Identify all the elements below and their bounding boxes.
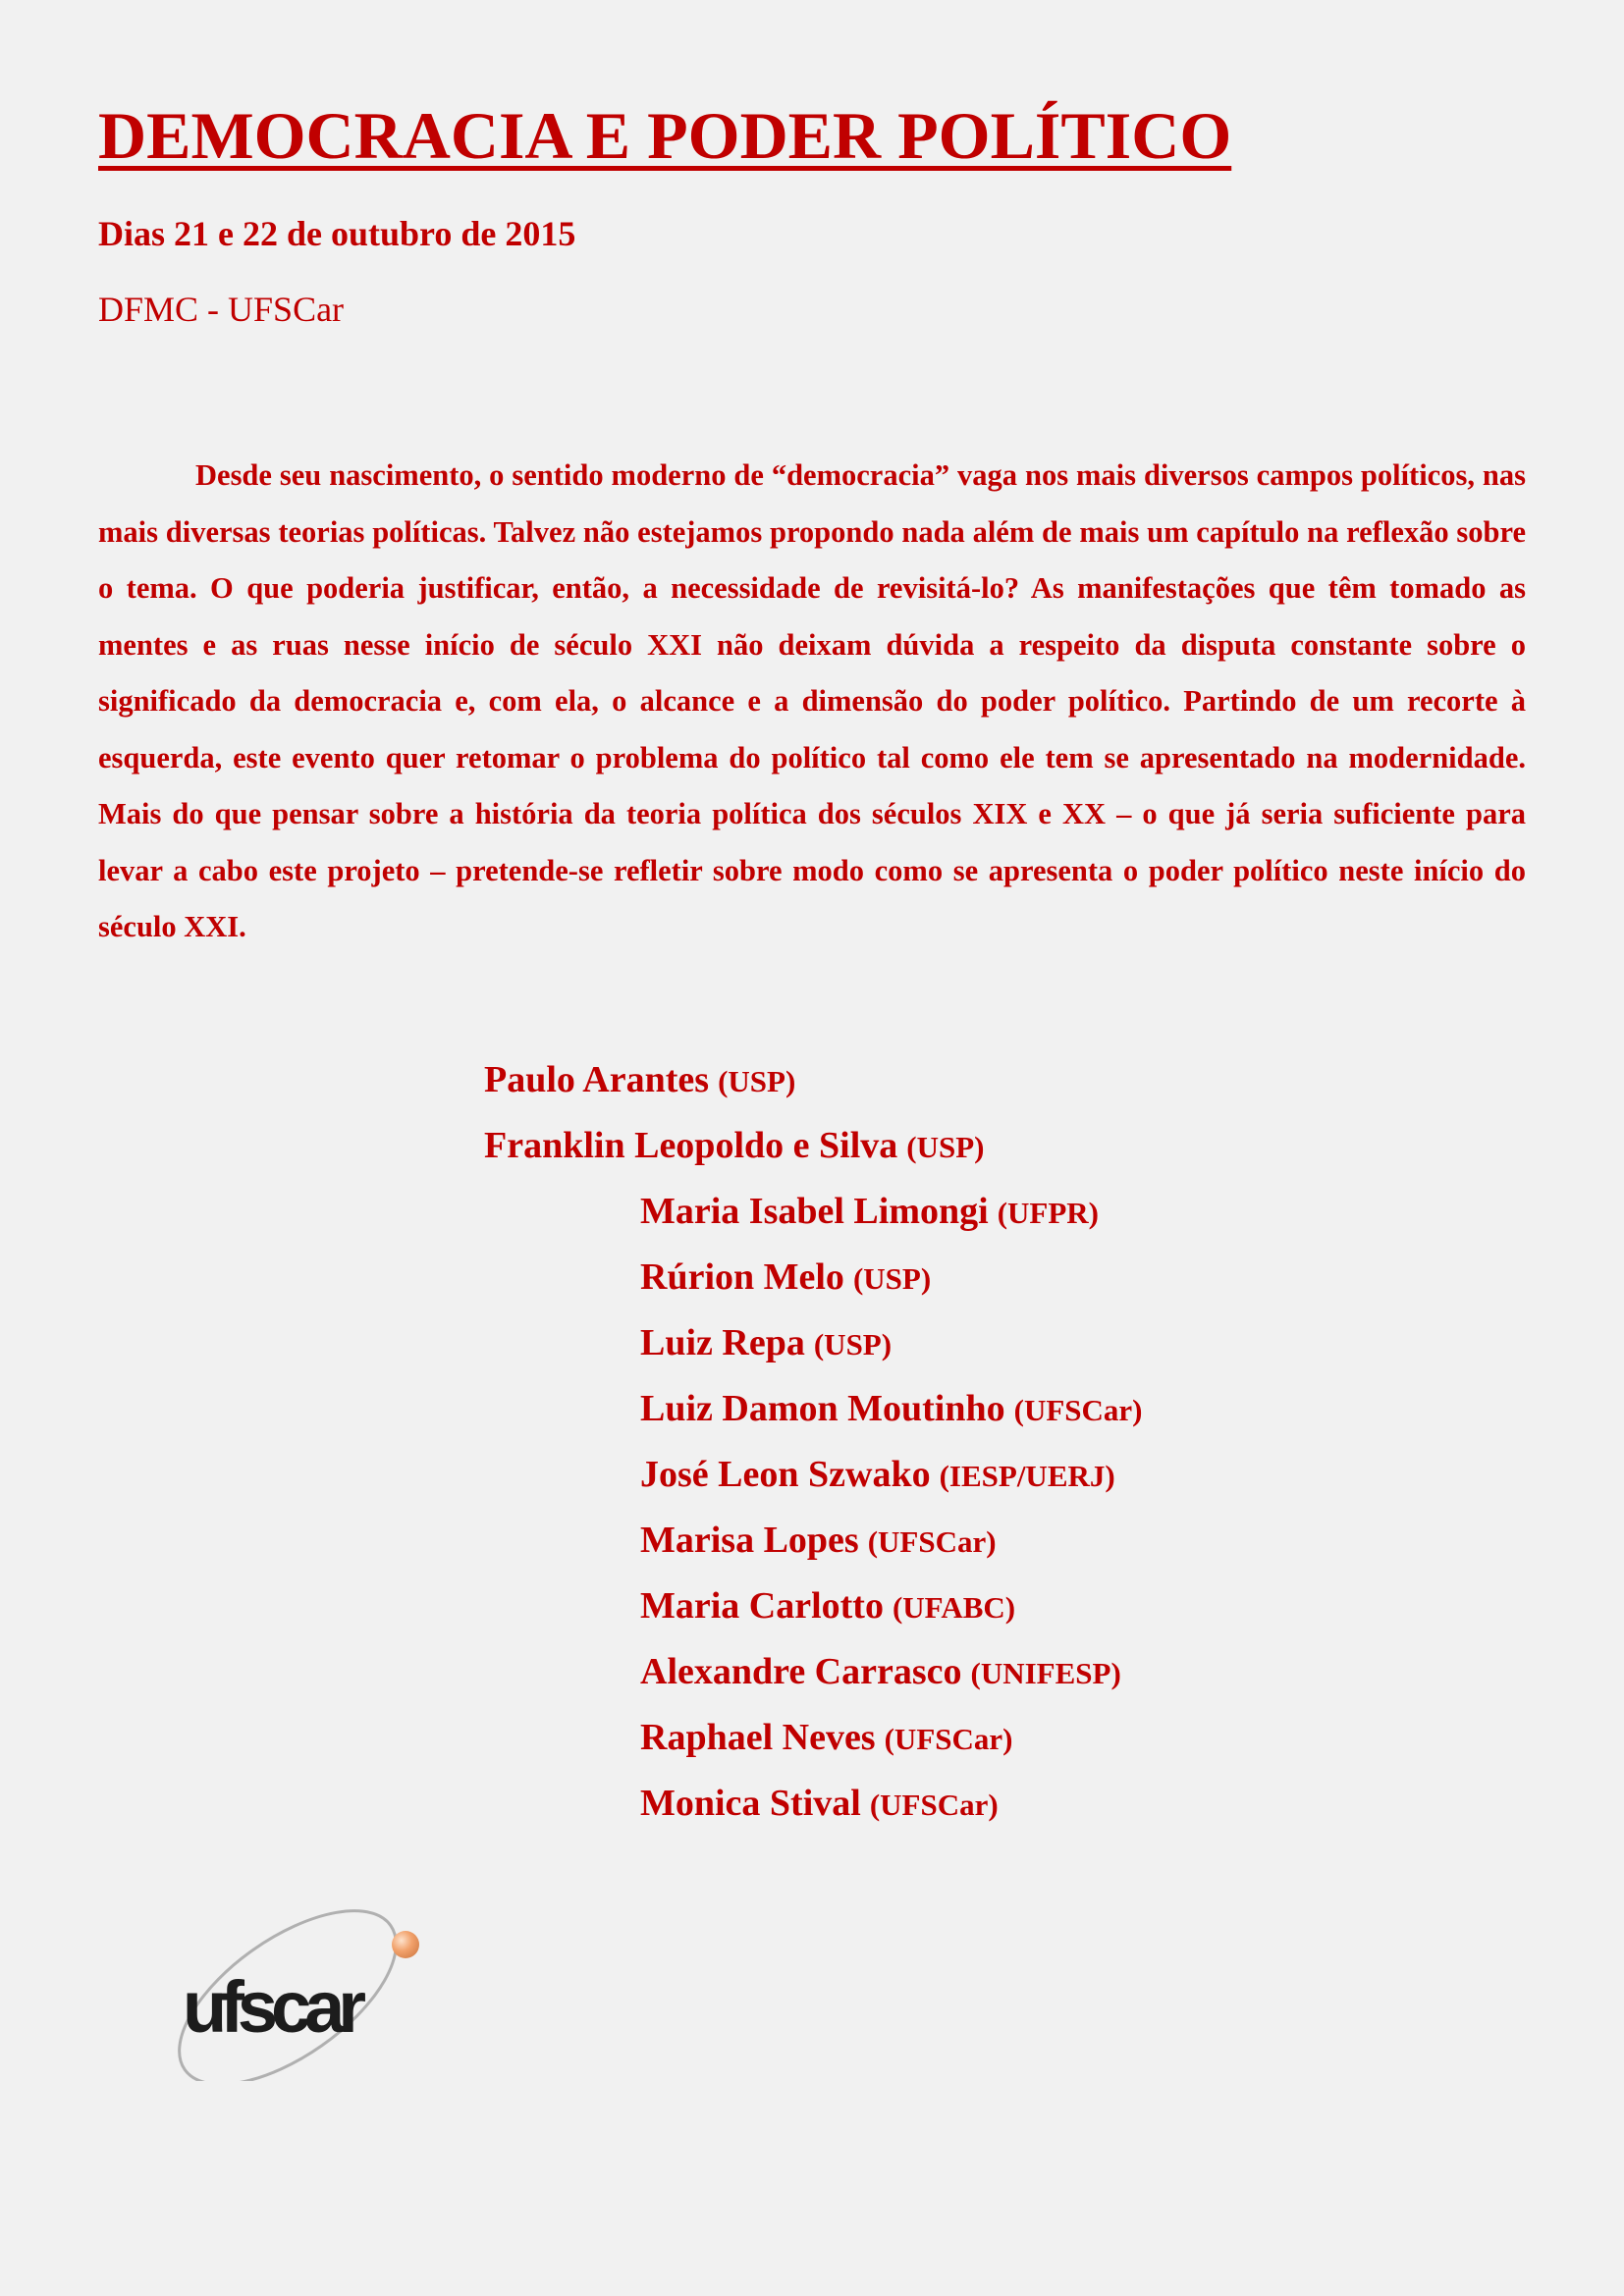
speaker-item	[0, 1118, 1624, 1184]
speaker-item	[0, 1513, 1624, 1578]
logo-wordmark: ufscar	[183, 1966, 360, 2048]
speaker-institution: (IESP/UERJ)	[939, 1459, 1115, 1493]
speaker-institution: (UFSCar)	[869, 1788, 999, 1822]
speaker-name: Monica Stival	[640, 1783, 861, 1824]
event-dates: Dias 21 e 22 de outubro de 2015	[98, 214, 576, 253]
speaker-institution: (UFPR)	[997, 1196, 1099, 1230]
event-description: Desde seu nascimento, o sentido moderno de “democracia” vaga nos mais diversos campos políticos, nas mais diversas teorias políticas. Talvez não estejamos propondo nada além de mais um capítulo na reflexão sobre o tema. O que poderia justificar, então, a necessidade de revisitá-lo? As manifestações que têm tomado as mentes e as ruas nesse início de século XXI não deixam dúvida a respeito da disputa constante sobre o significado da democracia e, com ela, o alcance e a dimensão do poder político. Partindo de um recorte à esquerda, este evento quer retomar o problema do político tal como ele tem se apresentado na modernidade. Mais do que pensar sobre a história da teoria política dos séculos XIX e XX – o que já seria suficiente para levar a cabo este projeto – pretende-se refletir sobre modo como se apresenta o poder político neste início do século XXI.	[98, 458, 1526, 943]
speaker-item	[0, 1644, 1624, 1710]
speaker-name: Luiz Repa	[640, 1322, 805, 1363]
speaker-name: Raphael Neves	[640, 1717, 876, 1758]
speaker-item	[0, 1184, 1624, 1250]
speaker-institution: (UNIFESP)	[970, 1656, 1121, 1690]
speaker-institution: (USP)	[718, 1064, 796, 1098]
logo-orb	[392, 1931, 419, 1958]
speaker-name: Franklin Leopoldo e Silva	[484, 1125, 898, 1166]
speaker-name: Paulo Arantes	[484, 1059, 710, 1100]
speaker-name: Rúrion Melo	[640, 1256, 844, 1298]
ufscar-logo	[175, 1899, 440, 2081]
speaker-name: Luiz Damon Moutinho	[640, 1388, 1005, 1429]
speaker-name: José Leon Szwako	[640, 1454, 931, 1495]
speaker-item	[0, 1710, 1624, 1776]
speaker-institution: (UFSCar)	[867, 1524, 997, 1559]
speaker-name: Maria Isabel Limongi	[640, 1191, 989, 1232]
ufscar-logo-icon	[175, 1899, 440, 2081]
speaker-item	[0, 1250, 1624, 1315]
speaker-institution: (USP)	[906, 1130, 985, 1164]
speaker-institution: (UFSCar)	[884, 1722, 1013, 1756]
speaker-institution: (USP)	[852, 1261, 932, 1296]
speaker-item	[0, 1776, 1624, 1842]
speaker-name: Maria Carlotto	[640, 1585, 884, 1627]
speaker-item	[0, 1381, 1624, 1447]
event-location: DFMC - UFSCar	[98, 290, 345, 329]
speaker-name: Marisa Lopes	[640, 1520, 859, 1561]
speaker-item	[0, 1447, 1624, 1513]
speaker-item	[0, 1315, 1624, 1381]
speaker-item	[0, 1578, 1624, 1644]
speaker-institution: (UFABC)	[892, 1590, 1016, 1625]
speaker-institution: (USP)	[813, 1327, 893, 1362]
page-title: DEMOCRACIA E PODER POLÍTICO	[98, 98, 1232, 173]
speaker-item	[0, 1052, 1624, 1118]
speaker-list	[0, 1052, 1624, 1842]
speaker-institution: (UFSCar)	[1013, 1393, 1143, 1427]
speaker-name: Alexandre Carrasco	[640, 1651, 962, 1692]
